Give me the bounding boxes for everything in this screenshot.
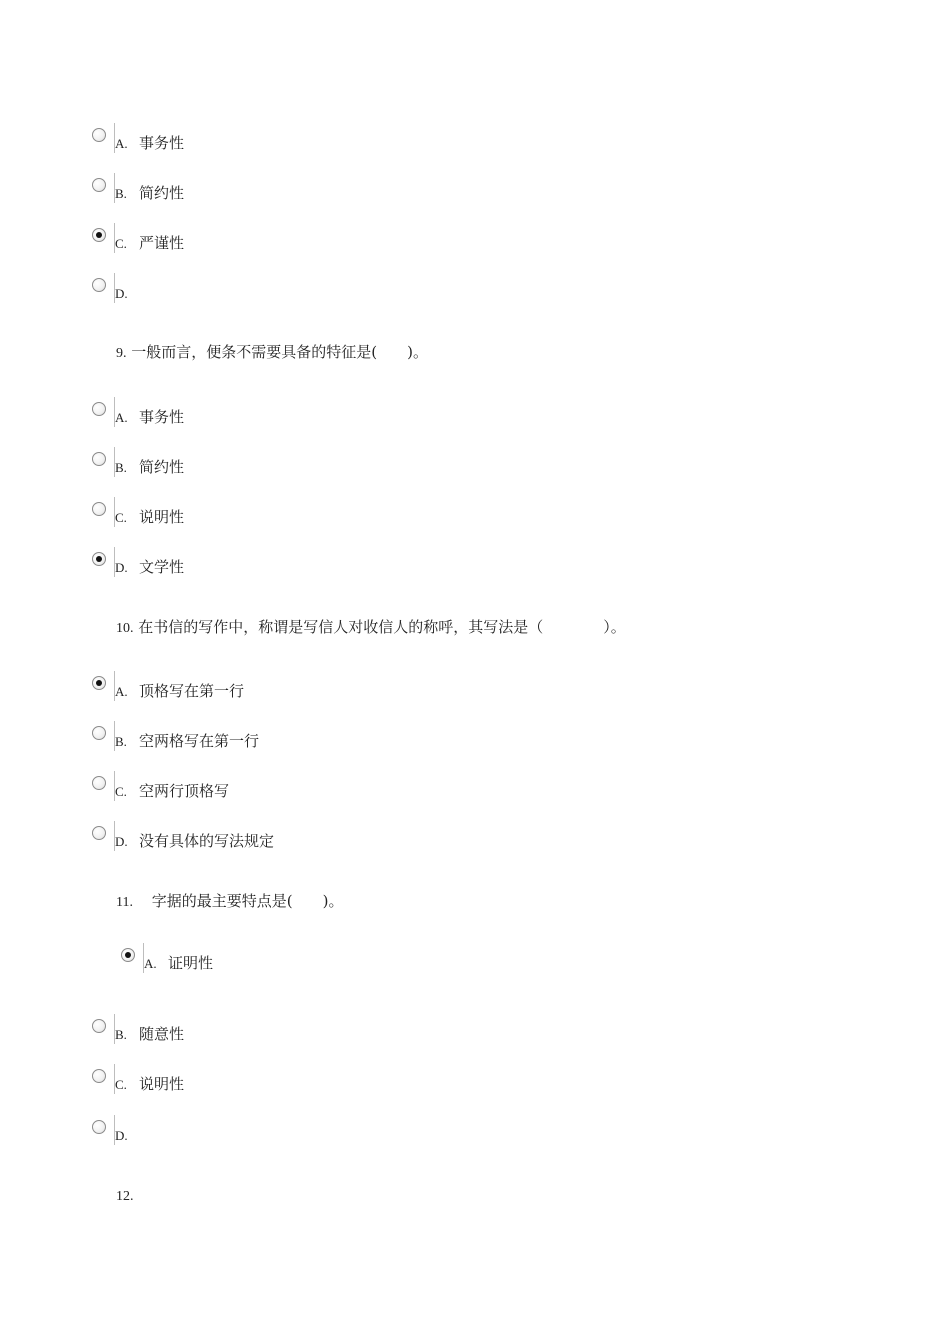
q9-option-a[interactable]	[92, 402, 492, 434]
q11-option-c[interactable]	[92, 1069, 492, 1101]
q9-option-c-radio[interactable]	[92, 502, 106, 516]
q8-option-b[interactable]	[92, 178, 492, 210]
q9-option-b[interactable]	[92, 452, 492, 484]
option-letter: D.	[115, 1128, 128, 1143]
option-text: 说明性	[139, 508, 185, 526]
q8-option-b-radio[interactable]	[92, 178, 106, 192]
q11-option-d[interactable]	[92, 1120, 492, 1152]
q8-option-d[interactable]	[92, 278, 492, 310]
option-text: 说明性	[139, 1075, 185, 1093]
question-number: 12.	[116, 1189, 134, 1204]
question-number: 10.	[116, 621, 134, 636]
question-text: 在书信的写作中，称谓是写信人对收信人的称呼，其写法是（ ）。	[138, 618, 626, 636]
question-text: 字据的最主要特点是( )。	[151, 892, 344, 910]
q11-option-d-radio[interactable]	[92, 1120, 106, 1134]
q10-option-c-radio[interactable]	[92, 776, 106, 790]
option-text: 没有具体的写法规定	[139, 832, 275, 850]
question-number: 11.	[116, 895, 133, 910]
option-letter: B.	[115, 460, 127, 475]
option-letter: A.	[144, 956, 157, 971]
option-text: 严谨性	[139, 234, 185, 252]
option-letter: A.	[115, 136, 128, 151]
option-letter: D.	[115, 834, 128, 849]
q10-option-c[interactable]	[92, 776, 492, 808]
option-letter: B.	[115, 1027, 127, 1042]
question-9	[116, 343, 428, 363]
option-letter: D.	[115, 560, 128, 575]
q8-option-a-radio[interactable]	[92, 128, 106, 142]
q10-option-d[interactable]	[92, 826, 492, 858]
option-letter: B.	[115, 734, 127, 749]
q9-option-d-radio[interactable]	[92, 552, 106, 566]
q10-option-a-radio[interactable]	[92, 676, 106, 690]
radio-dot-icon	[96, 556, 102, 562]
q8-option-c-radio[interactable]	[92, 228, 106, 242]
question-number: 9.	[116, 346, 127, 361]
option-letter: B.	[115, 186, 127, 201]
option-text: 文学性	[139, 558, 185, 576]
option-letter: A.	[115, 410, 128, 425]
option-letter: C.	[115, 510, 127, 525]
option-text: 顶格写在第一行	[139, 682, 245, 700]
option-text: 简约性	[139, 184, 185, 202]
q10-option-a[interactable]	[92, 676, 492, 708]
q8-option-c[interactable]	[92, 228, 492, 260]
q11-option-b-radio[interactable]	[92, 1019, 106, 1033]
option-letter: C.	[115, 784, 127, 799]
question-10	[116, 618, 626, 638]
q10-option-d-radio[interactable]	[92, 826, 106, 840]
option-text: 事务性	[139, 134, 185, 152]
radio-dot-icon	[125, 952, 131, 958]
q11-option-b[interactable]	[92, 1019, 492, 1051]
question-text: 一般而言，便条不需要具备的特征是( )。	[131, 343, 428, 361]
q11-option-a-radio[interactable]	[121, 948, 135, 962]
option-text: 事务性	[139, 408, 185, 426]
q9-option-c[interactable]	[92, 502, 492, 534]
option-letter: D.	[115, 286, 128, 301]
option-text: 空两行顶格写	[139, 782, 230, 800]
q11-option-c-radio[interactable]	[92, 1069, 106, 1083]
question-12	[116, 1186, 134, 1206]
q9-option-b-radio[interactable]	[92, 452, 106, 466]
option-letter: C.	[115, 236, 127, 251]
q10-option-b-radio[interactable]	[92, 726, 106, 740]
radio-dot-icon	[96, 680, 102, 686]
q9-option-d[interactable]	[92, 552, 492, 584]
question-11	[116, 892, 343, 912]
option-text: 空两格写在第一行	[139, 732, 260, 750]
q11-option-a[interactable]	[121, 948, 521, 980]
option-text: 随意性	[139, 1025, 185, 1043]
option-text: 证明性	[168, 954, 214, 972]
radio-dot-icon	[96, 232, 102, 238]
option-letter: C.	[115, 1077, 127, 1092]
q10-option-b[interactable]	[92, 726, 492, 758]
q9-option-a-radio[interactable]	[92, 402, 106, 416]
option-letter: A.	[115, 684, 128, 699]
q8-option-a[interactable]	[92, 128, 492, 160]
option-text: 简约性	[139, 458, 185, 476]
q8-option-d-radio[interactable]	[92, 278, 106, 292]
